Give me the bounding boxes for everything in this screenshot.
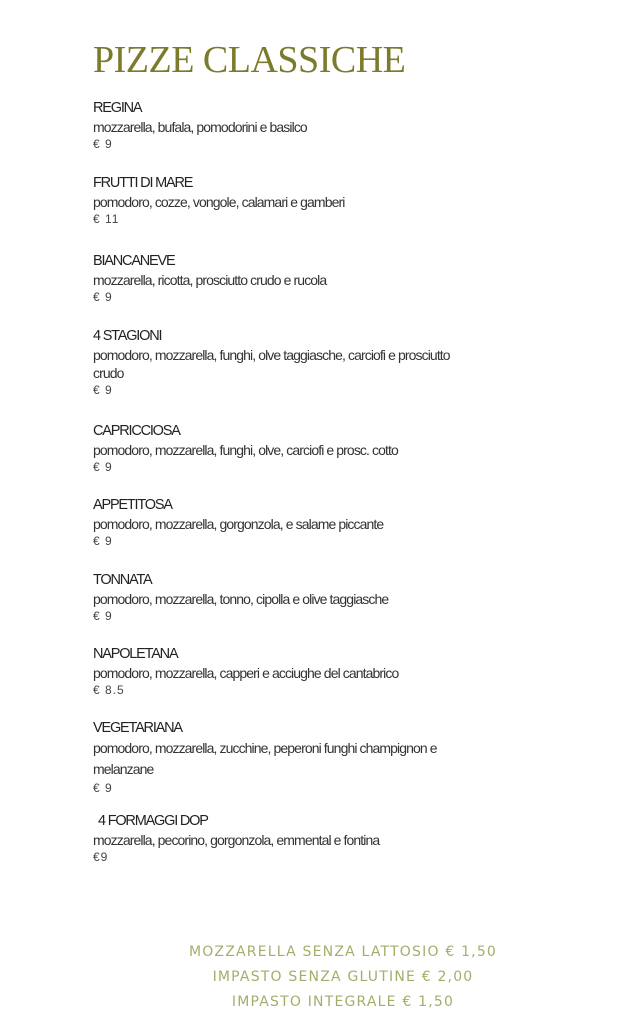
item-description: pomodoro, mozzarella, capperi e acciughe del cantabrico	[93, 665, 399, 681]
item-name: FRUTTI DI MARE	[93, 175, 193, 191]
item-name: REGINA	[93, 100, 142, 116]
item-price: € 9	[93, 534, 113, 548]
menu-item-frutti-di-mare	[93, 173, 523, 227]
item-description: pomodoro, mozzarella, funghi, olve, carciofi e prosc. cotto	[93, 442, 398, 458]
extra-wholegrain: IMPASTO INTEGRALE € 1,50	[231, 994, 455, 1010]
item-name: VEGETARIANA	[93, 720, 182, 736]
item-price: € 9	[93, 137, 113, 151]
item-description: mozzarella, ricotta, prosciutto crudo e rucola	[93, 272, 327, 288]
item-price: €9	[93, 850, 109, 864]
menu-item-4-formaggi-dop	[93, 811, 523, 865]
item-price: € 9	[93, 460, 113, 474]
menu-item-capricciosa	[93, 421, 523, 475]
item-price: € 9	[93, 781, 113, 795]
item-price: € 9	[93, 609, 113, 623]
menu-item-biancaneve	[93, 251, 523, 305]
page-title: PIZZE CLASSICHE	[93, 39, 406, 81]
item-name: APPETITOSA	[93, 497, 172, 513]
item-description: pomodoro, mozzarella, zucchine, peperoni funghi champignon e melanzane	[93, 740, 437, 777]
item-description: pomodoro, mozzarella, tonno, cipolla e olive taggiasche	[93, 591, 389, 607]
menu-item-4-stagioni	[93, 326, 453, 398]
item-price: € 9	[93, 290, 113, 304]
extra-gluten-free: IMPASTO SENZA GLUTINE € 2,00	[212, 969, 474, 985]
item-name: TONNATA	[93, 572, 152, 588]
extras-footer	[0, 940, 627, 1015]
menu-item-appetitosa	[93, 495, 523, 549]
menu-item-tonnata	[93, 570, 523, 624]
item-description: mozzarella, bufala, pomodorini e basilco	[93, 119, 307, 135]
extra-lactose-free: MOZZARELLA SENZA LATTOSIO € 1,50	[188, 944, 498, 960]
item-name: NAPOLETANA	[93, 646, 178, 662]
menu-item-napoletana	[93, 644, 523, 698]
item-name: 4 STAGIONI	[93, 328, 162, 344]
menu-item-regina	[93, 98, 523, 152]
item-description: pomodoro, mozzarella, funghi, olve taggiasche, carciofi e prosciutto crudo	[93, 347, 450, 381]
item-name: BIANCANEVE	[93, 253, 175, 269]
item-name: CAPRICCIOSA	[93, 423, 180, 439]
item-description: pomodoro, mozzarella, gorgonzola, e salame piccante	[93, 516, 384, 532]
item-price: € 11	[93, 212, 120, 226]
menu-item-vegetariana	[93, 718, 498, 796]
item-price: € 8.5	[93, 683, 125, 697]
item-description: pomodoro, cozze, vongole, calamari e gamberi	[93, 194, 345, 210]
item-price: € 9	[93, 383, 113, 397]
item-description: mozzarella, pecorino, gorgonzola, emmental e fontina	[93, 832, 380, 848]
item-name: 4 FORMAGGI DOP	[98, 813, 208, 829]
